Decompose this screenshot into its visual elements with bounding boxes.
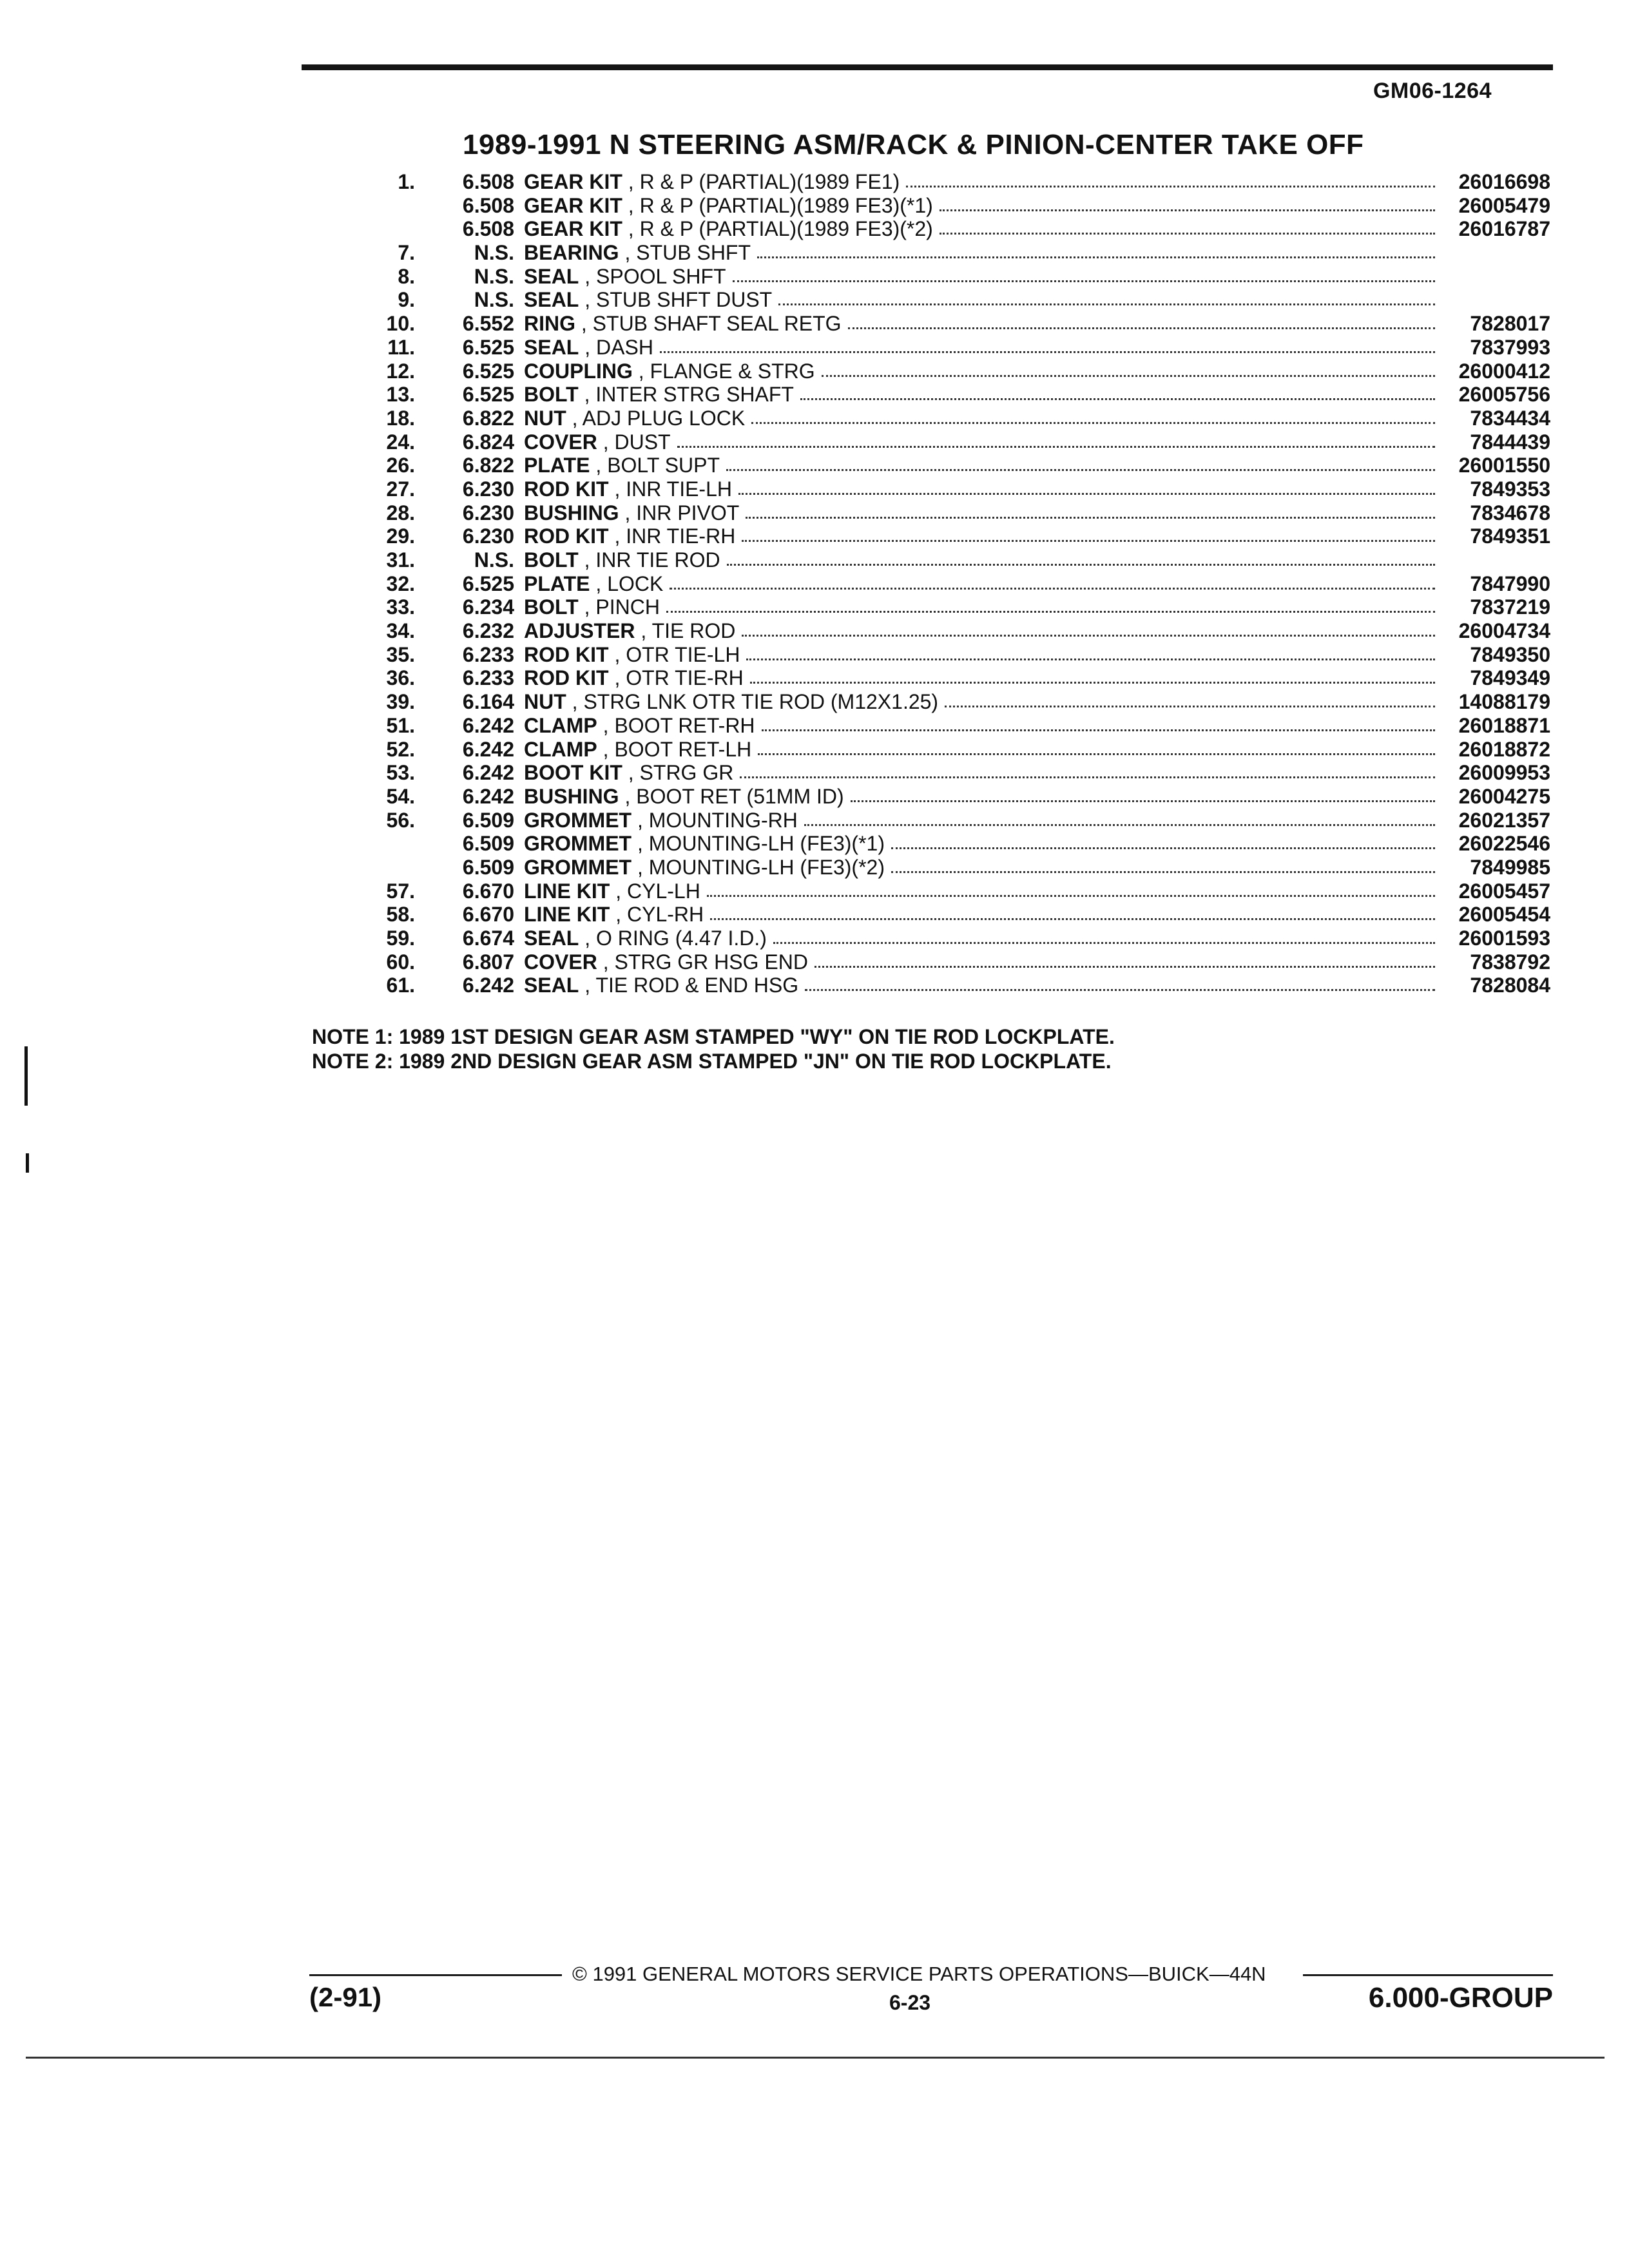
part-row [348, 619, 1550, 643]
part-name: BOOT KIT [524, 761, 622, 785]
part-ref-number: 58. [386, 903, 415, 927]
part-ref-number: 57. [386, 879, 415, 903]
part-name: LINE KIT [524, 879, 610, 903]
part-detail: LOCK [607, 572, 664, 595]
part-number: 26016698 [1458, 170, 1550, 193]
part-ref-number: 53. [386, 761, 415, 785]
part-ref-number: 29. [386, 524, 415, 548]
part-ref-number: 8. [398, 264, 415, 288]
dot-leader [773, 927, 1435, 944]
part-group-number: 6.807 [462, 950, 514, 974]
part-detail: TIE ROD [651, 619, 736, 643]
part-ref-number: 34. [386, 619, 415, 643]
part-name: SEAL [524, 288, 579, 312]
part-ref-number: 13. [386, 383, 415, 407]
part-group-number: 6.552 [462, 312, 514, 336]
part-ref-number: 7. [398, 241, 415, 265]
dot-leader [751, 407, 1435, 424]
part-description: COVER , DUST [524, 430, 1439, 454]
dot-leader [746, 501, 1435, 519]
part-name: ROD KIT [524, 666, 609, 690]
dot-leader [800, 383, 1435, 400]
footer-rule-right [1303, 1974, 1553, 1976]
page-title: 1989-1991 N STEERING ASM/RACK & PINION-CENTER TAKE OFF [463, 129, 1364, 160]
part-description: BOOT KIT , STRG GR [524, 761, 1439, 785]
part-group-number: 6.822 [462, 406, 514, 430]
part-number: 7844439 [1470, 430, 1550, 454]
part-description: GEAR KIT , R & P (PARTIAL)(1989 FE3)(*2) [524, 217, 1439, 241]
part-group-number: 6.230 [462, 477, 514, 501]
part-row [348, 312, 1550, 336]
part-detail: R & P (PARTIAL)(1989 FE1) [639, 170, 900, 193]
dot-leader [945, 690, 1435, 707]
dot-leader [815, 950, 1435, 968]
part-group-number: 6.670 [462, 903, 514, 927]
part-description: BOLT , INTER STRG SHAFT [524, 383, 1439, 407]
dot-leader [670, 572, 1435, 590]
part-description: COVER , STRG GR HSG END [524, 950, 1439, 974]
part-description: RING , STUB SHAFT SEAL RETG [524, 312, 1439, 336]
part-detail: BOOT RET (51MM ID) [636, 784, 844, 808]
dot-leader [677, 430, 1435, 448]
part-detail: STUB SHAFT SEAL RETG [592, 312, 842, 336]
part-detail: INR PIVOT [636, 501, 740, 524]
parts-list [348, 170, 1550, 997]
part-description: ROD KIT , INR TIE-RH [524, 524, 1439, 548]
part-name: NUT [524, 406, 566, 430]
part-description: PLATE , LOCK [524, 572, 1439, 596]
dot-leader [891, 856, 1435, 873]
part-group-number: 6.824 [462, 430, 514, 454]
part-description: ADJUSTER , TIE ROD [524, 619, 1439, 643]
top-rule [302, 64, 1553, 70]
part-group-number: 6.674 [462, 927, 514, 950]
part-description: GROMMET , MOUNTING-LH (FE3)(*2) [524, 856, 1439, 879]
part-group-number: 6.509 [462, 855, 514, 879]
part-row [348, 288, 1550, 312]
part-number: 7849353 [1470, 477, 1550, 501]
part-name: CLAMP [524, 713, 597, 737]
part-number: 26022546 [1458, 832, 1550, 856]
part-ref-number: 39. [386, 690, 415, 714]
dot-leader [746, 643, 1435, 660]
part-description: ROD KIT , INR TIE-LH [524, 477, 1439, 501]
margin-mark [24, 1046, 28, 1106]
part-name: BOLT [524, 548, 579, 572]
part-ref-number: 24. [386, 430, 415, 454]
part-name: COUPLING [524, 359, 633, 383]
dot-leader [891, 832, 1435, 849]
part-description: SEAL , STUB SHFT DUST [524, 288, 1439, 312]
part-description: ROD KIT , OTR TIE-RH [524, 666, 1439, 690]
part-number: 7838792 [1470, 950, 1550, 974]
part-number: 7834434 [1470, 406, 1550, 430]
part-detail: STRG LNK OTR TIE ROD (M12X1.25) [583, 690, 939, 714]
part-row [348, 524, 1550, 548]
part-detail: CYL-LH [627, 879, 700, 903]
part-number: 7849351 [1470, 524, 1550, 548]
part-row [348, 643, 1550, 667]
part-description: CLAMP , BOOT RET-RH [524, 714, 1439, 738]
part-name: SEAL [524, 264, 579, 288]
part-ref-number: 51. [386, 713, 415, 737]
dot-leader [660, 336, 1435, 353]
dot-leader [707, 879, 1435, 897]
footer-date: (2-91) [309, 1982, 382, 2012]
part-group-number: 6.242 [462, 761, 514, 785]
part-number: 26004734 [1458, 619, 1550, 643]
dot-leader [778, 288, 1435, 305]
dot-leader [848, 312, 1435, 329]
part-number: 26001593 [1458, 927, 1550, 950]
part-detail: R & P (PARTIAL)(1989 FE3)(*1) [639, 193, 933, 217]
part-ref-number: 61. [386, 974, 415, 997]
part-detail: ADJ PLUG LOCK [582, 406, 746, 430]
part-name: SEAL [524, 974, 579, 997]
part-detail: INR TIE-LH [626, 477, 732, 501]
part-ref-number: 52. [386, 737, 415, 761]
part-row [348, 666, 1550, 690]
part-name: SEAL [524, 927, 579, 950]
part-number: 7828017 [1470, 312, 1550, 336]
part-name: LINE KIT [524, 903, 610, 927]
part-ref-number: 12. [386, 359, 415, 383]
part-detail: STUB SHFT DUST [596, 288, 773, 312]
part-description: BOLT , PINCH [524, 595, 1439, 619]
part-description: NUT , ADJ PLUG LOCK [524, 407, 1439, 430]
notes [312, 1024, 1115, 1073]
part-row [348, 477, 1550, 501]
part-row [348, 690, 1550, 714]
part-group-number: 6.242 [462, 713, 514, 737]
part-row [348, 856, 1550, 879]
part-name: GEAR KIT [524, 217, 622, 241]
part-number: 7847990 [1470, 572, 1550, 595]
part-group-number: N.S. [474, 241, 514, 265]
part-name: BUSHING [524, 501, 619, 524]
part-description: GEAR KIT , R & P (PARTIAL)(1989 FE1) [524, 170, 1439, 194]
dot-leader [822, 360, 1435, 377]
part-row [348, 950, 1550, 974]
part-row [348, 761, 1550, 785]
part-detail: BOOT RET-LH [614, 737, 752, 761]
part-detail: STRG GR HSG END [614, 950, 808, 974]
part-row [348, 974, 1550, 997]
part-name: GROMMET [524, 855, 632, 879]
part-number: 26005756 [1458, 383, 1550, 407]
dot-leader [733, 265, 1435, 282]
note-1: NOTE 1: 1989 1ST DESIGN GEAR ASM STAMPED "WY" ON TIE ROD LOCKPLATE. [312, 1025, 1115, 1048]
footer-group: 6.000-GROUP [1368, 1982, 1553, 2013]
dot-leader [666, 595, 1435, 613]
part-name: BOLT [524, 595, 579, 619]
part-number: 7849985 [1470, 855, 1550, 879]
part-detail: MOUNTING-LH (FE3)(*1) [648, 832, 885, 856]
part-name: SEAL [524, 335, 579, 359]
part-row [348, 595, 1550, 619]
dot-leader [742, 619, 1435, 637]
part-group-number: 6.508 [462, 170, 514, 193]
part-name: ADJUSTER [524, 619, 635, 643]
part-group-number: 6.233 [462, 642, 514, 666]
part-number: 26021357 [1458, 808, 1550, 832]
part-row [348, 903, 1550, 927]
part-ref-number: 26. [386, 454, 415, 477]
part-row [348, 927, 1550, 950]
part-detail: SPOOL SHFT [596, 264, 726, 288]
dot-leader [804, 809, 1435, 826]
part-description: ROD KIT , OTR TIE-LH [524, 643, 1439, 667]
bottom-edge-line [26, 2057, 1605, 2059]
part-ref-number: 59. [386, 927, 415, 950]
part-description: SEAL , O RING (4.47 I.D.) [524, 927, 1439, 950]
part-detail: MOUNTING-LH (FE3)(*2) [648, 855, 885, 879]
part-ref-number: 35. [386, 642, 415, 666]
part-ref-number: 54. [386, 784, 415, 808]
part-group-number: 6.234 [462, 595, 514, 619]
part-row [348, 170, 1550, 194]
part-group-number: 6.670 [462, 879, 514, 903]
part-group-number: 6.230 [462, 501, 514, 524]
part-name: GROMMET [524, 808, 632, 832]
part-group-number: 6.525 [462, 572, 514, 595]
part-number: 26005457 [1458, 879, 1550, 903]
part-description: GROMMET , MOUNTING-LH (FE3)(*1) [524, 832, 1439, 856]
part-group-number: 6.242 [462, 737, 514, 761]
dot-leader [710, 903, 1435, 920]
part-ref-number: 32. [386, 572, 415, 595]
part-name: GEAR KIT [524, 193, 622, 217]
part-detail: PINCH [595, 595, 660, 619]
part-row [348, 809, 1550, 832]
part-ref-number: 1. [398, 170, 415, 193]
part-description: GEAR KIT , R & P (PARTIAL)(1989 FE3)(*1) [524, 194, 1439, 218]
part-number: 7837993 [1470, 335, 1550, 359]
part-name: GEAR KIT [524, 170, 622, 193]
part-name: BUSHING [524, 784, 619, 808]
part-ref-number: 11. [387, 335, 415, 359]
part-name: ROD KIT [524, 477, 609, 501]
dot-leader [740, 761, 1435, 778]
part-row [348, 336, 1550, 360]
part-number: 26004275 [1458, 784, 1550, 808]
part-name: PLATE [524, 572, 590, 595]
dot-leader [906, 170, 1435, 187]
part-group-number: N.S. [474, 548, 514, 572]
part-detail: MOUNTING-RH [648, 808, 798, 832]
part-detail: BOLT SUPT [607, 454, 720, 477]
part-description: GROMMET , MOUNTING-RH [524, 809, 1439, 832]
part-row [348, 454, 1550, 477]
part-row [348, 879, 1550, 903]
dot-leader [805, 974, 1435, 991]
part-number: 14088179 [1458, 690, 1550, 714]
dot-leader [742, 524, 1435, 542]
footer-page-number: 6-23 [889, 1991, 931, 2014]
dot-leader [851, 785, 1435, 802]
dot-leader [727, 548, 1435, 566]
part-detail: CYL-RH [627, 903, 704, 927]
part-group-number: 6.509 [462, 808, 514, 832]
part-row [348, 738, 1550, 762]
part-description: PLATE , BOLT SUPT [524, 454, 1439, 477]
part-group-number: 6.525 [462, 335, 514, 359]
part-detail: OTR TIE-LH [626, 642, 740, 666]
part-number: 26005479 [1458, 193, 1550, 217]
footer-copyright: © 1991 GENERAL MOTORS SERVICE PARTS OPERATIONS—BUICK—44N [572, 1963, 1266, 1985]
part-description: BUSHING , BOOT RET (51MM ID) [524, 785, 1439, 809]
part-detail: BOOT RET-RH [614, 713, 755, 737]
part-description: LINE KIT , CYL-RH [524, 903, 1439, 927]
part-row [348, 217, 1550, 241]
part-detail: FLANGE & STRG [650, 359, 815, 383]
part-row [348, 360, 1550, 383]
part-number: 7828084 [1470, 974, 1550, 997]
part-description: BOLT , INR TIE ROD [524, 548, 1439, 572]
part-detail: INTER STRG SHAFT [595, 383, 794, 407]
part-group-number: 6.822 [462, 454, 514, 477]
part-row [348, 714, 1550, 738]
part-group-number: N.S. [474, 264, 514, 288]
part-row [348, 548, 1550, 572]
part-group-number: 6.164 [462, 690, 514, 714]
part-group-number: 6.242 [462, 974, 514, 997]
part-name: RING [524, 312, 575, 336]
part-detail: STRG GR [639, 761, 734, 785]
part-description: SEAL , SPOOL SHFT [524, 265, 1439, 289]
part-group-number: N.S. [474, 288, 514, 312]
part-name: ROD KIT [524, 642, 609, 666]
part-number: 26001550 [1458, 454, 1550, 477]
part-group-number: 6.230 [462, 524, 514, 548]
dot-leader [757, 241, 1435, 258]
part-detail: O RING (4.47 I.D.) [596, 927, 767, 950]
part-number: 26000412 [1458, 359, 1550, 383]
part-row [348, 265, 1550, 289]
part-detail: INR TIE-RH [626, 524, 736, 548]
part-group-number: 6.525 [462, 359, 514, 383]
part-name: NUT [524, 690, 566, 714]
part-ref-number: 60. [386, 950, 415, 974]
part-name: PLATE [524, 454, 590, 477]
part-detail: DASH [596, 335, 653, 359]
part-description: SEAL , DASH [524, 336, 1439, 360]
part-ref-number: 18. [386, 406, 415, 430]
part-description: BEARING , STUB SHFT [524, 241, 1439, 265]
part-row [348, 383, 1550, 407]
part-name: COVER [524, 950, 597, 974]
part-group-number: 6.509 [462, 832, 514, 856]
dot-leader [726, 454, 1435, 471]
part-detail: R & P (PARTIAL)(1989 FE3)(*2) [639, 217, 933, 241]
part-number: 7849349 [1470, 666, 1550, 690]
part-ref-number: 31. [386, 548, 415, 572]
part-ref-number: 36. [386, 666, 415, 690]
part-detail: TIE ROD & END HSG [595, 974, 799, 997]
dot-leader [940, 194, 1435, 211]
part-description: COUPLING , FLANGE & STRG [524, 360, 1439, 383]
part-name: COVER [524, 430, 597, 454]
part-ref-number: 56. [386, 808, 415, 832]
part-row [348, 832, 1550, 856]
part-description: SEAL , TIE ROD & END HSG [524, 974, 1439, 997]
part-group-number: 6.242 [462, 784, 514, 808]
part-name: BOLT [524, 383, 579, 407]
part-ref-number: 33. [386, 595, 415, 619]
part-group-number: 6.232 [462, 619, 514, 643]
part-row [348, 241, 1550, 265]
part-detail: STUB SHFT [636, 241, 751, 265]
dot-leader [758, 738, 1435, 755]
part-number: 26018872 [1458, 737, 1550, 761]
part-number: 26005454 [1458, 903, 1550, 927]
footer-rule-left [309, 1974, 562, 1976]
part-group-number: 6.508 [462, 217, 514, 241]
margin-mark [26, 1153, 29, 1173]
part-group-number: 6.233 [462, 666, 514, 690]
part-detail: OTR TIE-RH [626, 666, 744, 690]
part-group-number: 6.508 [462, 193, 514, 217]
part-description: CLAMP , BOOT RET-LH [524, 738, 1439, 762]
part-ref-number: 28. [386, 501, 415, 524]
part-detail: INR TIE ROD [595, 548, 720, 572]
document-id: GM06-1264 [1373, 79, 1492, 103]
part-number: 7834678 [1470, 501, 1550, 524]
part-row [348, 430, 1550, 454]
part-description: LINE KIT , CYL-LH [524, 879, 1439, 903]
part-row [348, 407, 1550, 430]
part-ref-number: 9. [398, 288, 415, 312]
part-description: NUT , STRG LNK OTR TIE ROD (M12X1.25) [524, 690, 1439, 714]
dot-leader [750, 666, 1435, 684]
part-name: GROMMET [524, 832, 632, 856]
part-number: 7849350 [1470, 642, 1550, 666]
dot-leader [940, 217, 1435, 235]
part-detail: DUST [614, 430, 671, 454]
part-number: 7837219 [1470, 595, 1550, 619]
part-group-number: 6.525 [462, 383, 514, 407]
part-number: 26016787 [1458, 217, 1550, 241]
part-row [348, 194, 1550, 218]
part-row [348, 785, 1550, 809]
part-number: 26018871 [1458, 713, 1550, 737]
part-ref-number: 27. [386, 477, 415, 501]
part-ref-number: 10. [386, 312, 415, 336]
part-row [348, 572, 1550, 596]
part-name: ROD KIT [524, 524, 609, 548]
note-2: NOTE 2: 1989 2ND DESIGN GEAR ASM STAMPED "JN" ON TIE ROD LOCKPLATE. [312, 1050, 1112, 1073]
part-description: BUSHING , INR PIVOT [524, 501, 1439, 525]
part-name: BEARING [524, 241, 619, 265]
part-name: CLAMP [524, 737, 597, 761]
dot-leader [762, 714, 1435, 731]
part-number: 26009953 [1458, 761, 1550, 785]
dot-leader [738, 477, 1435, 495]
part-row [348, 501, 1550, 525]
